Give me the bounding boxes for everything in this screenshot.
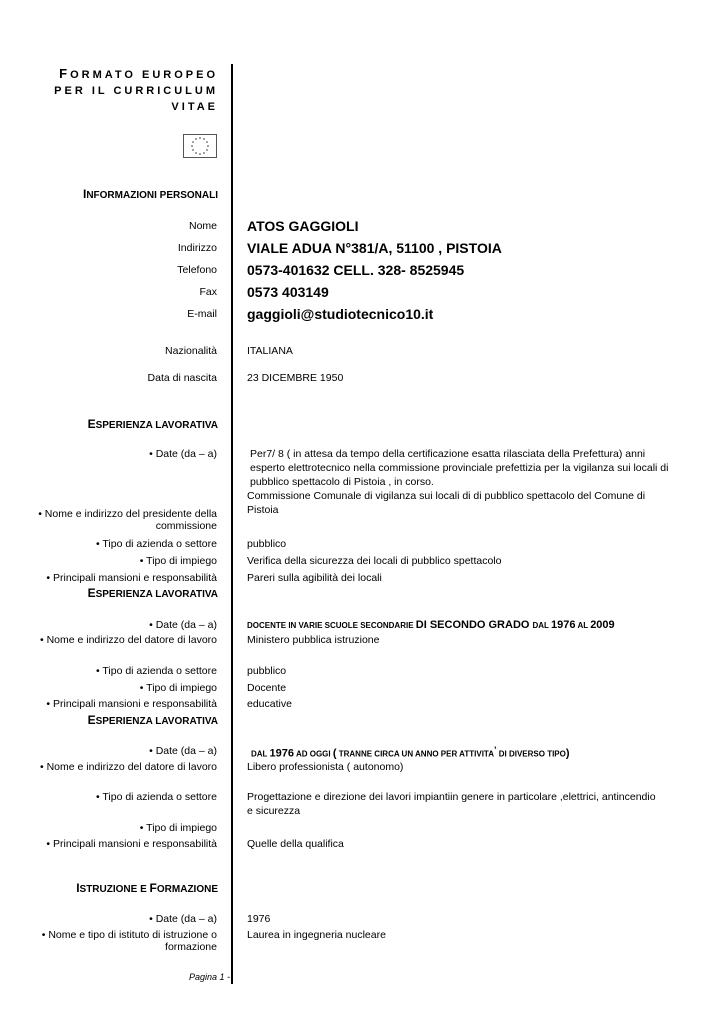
title-line-1: ORMATO EUROPEO (70, 69, 218, 81)
exp3-date-part: ) (565, 747, 570, 760)
page-number: Pagina 1 - (188, 972, 230, 982)
exp2-date-label: • Date (da – a) (149, 619, 217, 631)
exp2-date-part: AL (575, 621, 591, 630)
email-label: E-mail (187, 308, 217, 320)
exp2-date-part: DOCENTE IN VARIE SCUOLE SECONDARIE (247, 621, 416, 630)
exp1-presidente-label: • Nome e indirizzo del presidente della commissione (38, 508, 217, 532)
section-heading-text: SPERIENZA LAVORATIVA (95, 716, 218, 727)
exp3-mansioni-label: • Principali mansioni e responsabilità (46, 838, 217, 850)
section-heading-experience-3 (88, 713, 218, 727)
exp3-datore-value: Libero professionista ( autonomo) (247, 761, 404, 773)
telefono-label: Telefono (177, 264, 217, 276)
exp2-date-part: 1976 (551, 619, 576, 631)
exp1-tipo-azienda-value: pubblico (247, 538, 287, 550)
exp1-tipo-impiego-label: • Tipo di impiego (139, 555, 217, 567)
exp3-tipo-azienda-label: • Tipo di azienda o settore (95, 791, 217, 803)
edu-istituto-label: • Nome e tipo di istituto di istruzione o formazione (41, 929, 217, 953)
nazionalita-value: ITALIANA (247, 345, 293, 357)
exp3-tipo-azienda-value: Progettazione e direzione dei lavori impiantiin genere in particolare ,elettrici, antincendio e sicurezza (247, 791, 656, 817)
fax-label: Fax (199, 286, 217, 298)
exp1-date-value (247, 447, 672, 517)
nascita-value: 23 DICEMBRE 1950 (247, 372, 344, 384)
exp3-date-part: DAL (251, 749, 270, 759)
section-initial: F (149, 881, 157, 895)
nazionalita-label: Nazionalità (165, 345, 217, 357)
indirizzo-label: Indirizzo (177, 242, 217, 254)
section-initial: E (87, 417, 96, 431)
section-heading-education (76, 881, 218, 895)
title-line-2: PER IL CURRICULUM (54, 85, 218, 97)
edu-date-label: • Date (da – a) (149, 913, 217, 925)
section-initial: I (76, 881, 80, 895)
nome-value: ATOS GAGGIOLI (247, 218, 359, 234)
exp1-mansioni-value: Pareri sulla agibilità dei locali (247, 572, 382, 584)
vertical-divider (231, 64, 233, 984)
document-title (54, 66, 218, 115)
nascita-label: Data di nascita (147, 372, 217, 384)
exp1-date-label: • Date (da – a) (149, 448, 217, 460)
exp3-date-part: ’ (494, 745, 497, 755)
exp3-date-value (251, 743, 570, 762)
section-heading-text: STRUZIONE E (79, 884, 150, 895)
exp2-tipo-impiego-label: • Tipo di impiego (139, 682, 217, 694)
eu-flag-icon (183, 134, 217, 158)
exp1-mansioni-label: • Principali mansioni e responsabilità (46, 572, 217, 584)
exp2-datore-value: Ministero pubblica istruzione (247, 634, 380, 646)
exp2-tipo-azienda-label: • Tipo di azienda o settore (95, 665, 217, 677)
exp2-date-value (247, 618, 615, 633)
exp2-tipo-azienda-value: pubblico (247, 665, 287, 677)
exp3-date-part: ( (332, 747, 337, 760)
section-heading-personal (83, 187, 218, 201)
telefono-value: 0573-401632 CELL. 328- 8525945 (247, 262, 465, 278)
email-value[interactable]: gaggioli@studiotecnico10.it (247, 306, 434, 322)
section-initial: E (87, 713, 96, 727)
section-heading-text: SPERIENZA LAVORATIVA (95, 589, 218, 600)
exp2-date-part: DI SECONDO GRADO (415, 619, 533, 631)
exp3-date-part: TRANNE CIRCA UN ANNO PER ATTIVITA (336, 749, 494, 759)
title-initial: F (59, 66, 71, 81)
exp2-tipo-impiego-value: Docente (247, 682, 287, 694)
exp2-date-part: DAL (532, 621, 552, 630)
exp2-mansioni-label: • Principali mansioni e responsabilità (46, 698, 217, 710)
exp3-date-part: AD OGGI (294, 749, 333, 759)
exp3-date-part: DI DIVERSO TIPO (496, 749, 566, 759)
exp1-tipo-impiego-value: Verifica della sicurezza dei locali di pubblico spettacolo (247, 555, 502, 567)
section-heading-text: SPERIENZA LAVORATIVA (95, 420, 218, 431)
section-heading-text: NFORMAZIONI PERSONALI (86, 190, 218, 201)
section-heading-experience (88, 417, 218, 431)
exp2-mansioni-value: educative (247, 698, 292, 710)
exp1-date-text: Per7/ 8 ( in attesa da tempo della certificazione esatta rilasciata della Prefettura) anni esperto elettrotecnico nella commissione provinciale prefettizia per la vigilanza sui locali di pubblico spettacolo di Pistoia , in corso. (250, 448, 669, 488)
section-heading-experience-2 (88, 586, 218, 600)
section-heading-text: ORMAZIONE (156, 884, 218, 895)
exp2-datore-label: • Nome e indirizzo del datore di lavoro (39, 634, 217, 646)
fax-value: 0573 403149 (247, 284, 329, 300)
indirizzo-value: VIALE ADUA N°381/A, 51100 , PISTOIA (247, 240, 502, 256)
exp3-date-label: • Date (da – a) (149, 745, 217, 757)
exp3-datore-label: • Nome e indirizzo del datore di lavoro (39, 761, 217, 773)
section-initial: I (82, 187, 87, 201)
title-line-3: VITAE (171, 101, 218, 113)
section-initial: E (87, 586, 96, 600)
exp2-date-part: 2009 (590, 619, 615, 631)
edu-istituto-value: Laurea in ingegneria nucleare (247, 929, 386, 941)
exp3-date-part: 1976 (269, 747, 295, 760)
exp3-mansioni-value: Quelle della qualifica (247, 838, 344, 850)
exp1-date-text-2: Commissione Comunale di vigilanza sui locali di di pubblico spettacolo del Comune di Pistoia (247, 490, 646, 516)
nome-label: Nome (188, 220, 217, 232)
exp1-tipo-azienda-label: • Tipo di azienda o settore (95, 538, 217, 550)
edu-date-value: 1976 (247, 913, 271, 925)
exp3-tipo-impiego-label: • Tipo di impiego (139, 822, 217, 834)
